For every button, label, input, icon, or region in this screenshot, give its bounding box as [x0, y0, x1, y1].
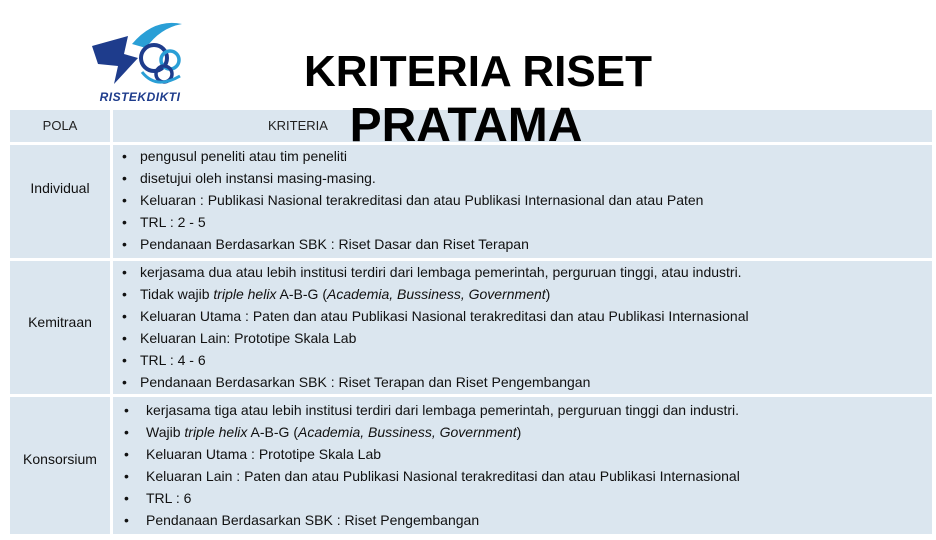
list-item: • Pendanaan Berdasarkan SBK : Riset Dasar dan Riset Terapan [114, 233, 703, 255]
list-item-text-d: Academia, Bussiness, Government [327, 286, 546, 302]
list-item: • kerjasama tiga atau lebih institusi terdiri dari lembaga pemerintah, perguruan tinggi dan industri. [114, 399, 740, 421]
list-item-text-a: Wajib [146, 424, 185, 440]
page-title-line2: PRATAMA [349, 99, 583, 152]
list-item: • TRL : 4 - 6 [114, 349, 749, 371]
list-item: • disetujui oleh instansi masing-masing. [114, 167, 703, 189]
list-item-text-b: triple helix [213, 286, 277, 302]
pola-label: Individual [30, 180, 90, 196]
list-item: • Pendanaan Berdasarkan SBK : Riset Pengembangan [114, 509, 740, 531]
criteria-list [114, 399, 740, 531]
list-item [114, 421, 740, 443]
table-row [10, 145, 932, 258]
list-item: • Keluaran Lain: Prototipe Skala Lab [114, 327, 749, 349]
ristekdikti-logo [84, 14, 196, 106]
pola-label: Konsorsium [23, 451, 97, 467]
list-item: • Keluaran Utama : Paten dan atau Publikasi Nasional terakreditasi dan atau Publikasi Internasional [114, 305, 749, 327]
logo-text: RISTEKDIKTI [99, 90, 181, 104]
list-item [114, 283, 749, 305]
list-item: • Keluaran : Publikasi Nasional terakreditasi dan atau Publikasi Internasional dan atau Paten [114, 189, 703, 211]
list-item: • Keluaran Lain : Paten dan atau Publikasi Nasional terakreditasi dan atau Publikasi Internasional [114, 465, 740, 487]
ristekdikti-emblem-icon [84, 14, 196, 94]
list-item: • kerjasama dua atau lebih institusi terdiri dari lembaga pemerintah, perguruan tinggi, atau industri. [114, 261, 749, 283]
header-kriteria-label: KRITERIA [268, 118, 328, 133]
list-item: • Keluaran Utama : Prototipe Skala Lab [114, 443, 740, 465]
list-item-text-d: Academia, Bussiness, Government [297, 424, 517, 440]
page-title-line1: KRITERIA RISET [304, 47, 652, 96]
list-item: • TRL : 2 - 5 [114, 211, 703, 233]
header-pola: POLA [10, 110, 110, 142]
list-item-text-a: Tidak wajib [140, 286, 214, 302]
list-item-text-e: ) [516, 424, 522, 440]
criteria-list [114, 261, 749, 393]
list-item: • TRL : 6 [114, 487, 740, 509]
criteria-list [114, 145, 703, 255]
list-item-text-e: ) [545, 286, 551, 302]
list-item: • pengusul peneliti atau tim peneliti [114, 145, 703, 167]
list-item: • Pendanaan Berdasarkan SBK : Riset Terapan dan Riset Pengembangan [114, 371, 749, 393]
table-row [10, 397, 932, 534]
table-row [10, 261, 932, 394]
list-item-text-b: triple helix [184, 424, 248, 440]
criteria-table [10, 110, 932, 534]
list-item-text-c: A-B-G ( [247, 424, 298, 440]
list-item-text-c: A-B-G ( [276, 286, 327, 302]
pola-label: Kemitraan [28, 314, 92, 330]
